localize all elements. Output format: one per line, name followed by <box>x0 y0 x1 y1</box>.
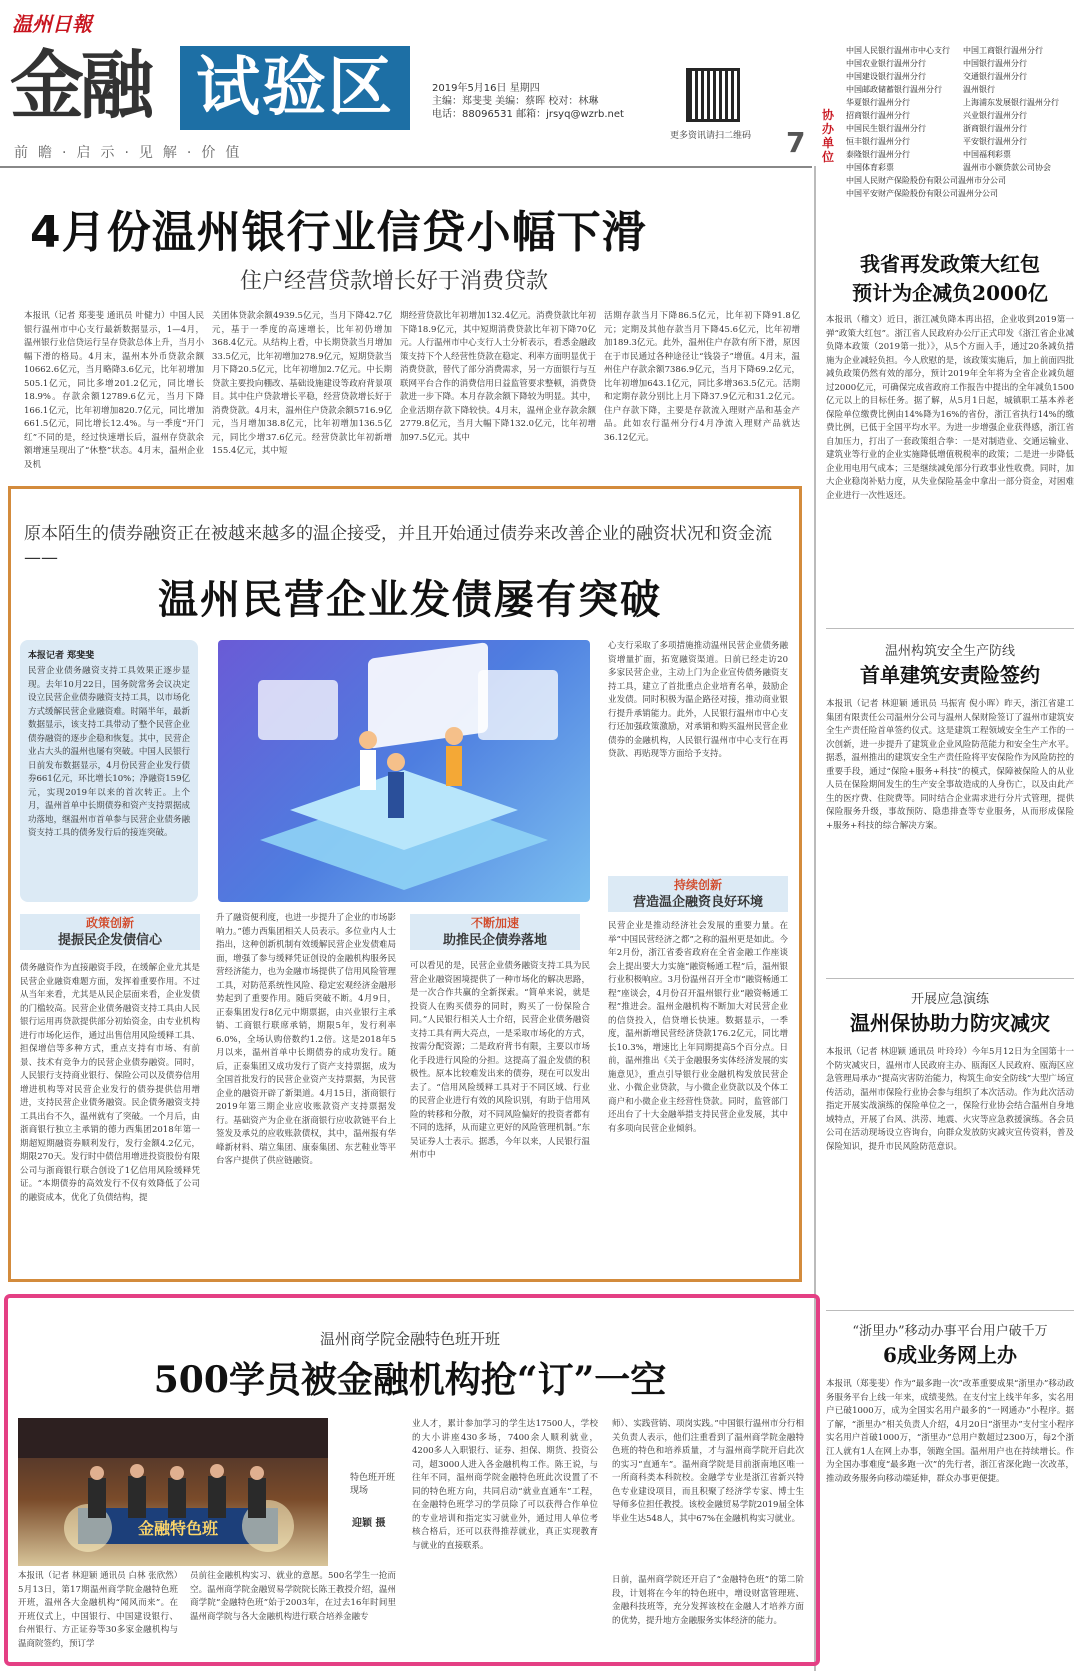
relief-body: 本报讯（稽文）近日，浙江减负降本再出招，企业收到2019第一弹“政策大红包”。浙江省人民政府办公厅正式印发《浙江省企业减负降本政策（2019第一批）》，从5个方面入手，通过20条减负措施为企业减轻负担。今人欣慰的是，该政策实施后，加上前面四批减负政策仍然有效的部分，预计2019年全年将为全省企业减负超过2000亿元，可确保完成省政府工作报告中提出的全年减负1500亿元以上的目标任务。据了解，从5月1日起，城镇职工基本养老保险单位缴费比例由14%降为16%的省份，浙江省执行14%的缴费比例，已低于全国平均水平。为进一步增强企业获得感，浙江省自加压力，打出了一套政策组合拳：一是对制造业、交通运输业、建筑业等行业的企业实施降低增值税税率的政策；二是进一步降低企业用电用气成本；三是继续减免部分行政事业性收费。同时，加大企业稳岗补贴力度，从失业保险基金中拿出一部分资金，对困难企业进行一次性返还。 <box>826 315 1074 501</box>
disaster-kicker: 开展应急演练 <box>910 992 989 1007</box>
right-divider-2 <box>826 978 1074 979</box>
label-break-top: 不断加速 <box>410 914 580 932</box>
section-slogan: 前瞻·启示·见解·价值 <box>14 145 250 161</box>
sponsor-item: 中国银行温州分行 <box>963 59 1027 68</box>
page-number: 7 <box>786 126 806 159</box>
class-col-1: 本报讯（记者 林迎颖 通讯员 白林 张欣然）5月13日，第17期温州商学院金融特色班开班，温州各大金融机构“闻风而来”。在开班仪式上，中国银行、中国建设银行、台州银行、方正证券等30多家金融机构与温商院签约，预订学 <box>18 1571 178 1649</box>
relief-headline-2: 预计为企减负2000亿 <box>852 281 1048 305</box>
sponsor-item: 温州银行 <box>963 85 995 94</box>
zheliban-headline: 6成业务网上办 <box>883 1343 1017 1367</box>
relief-headline-1: 我省再发政策大红包 <box>860 252 1040 276</box>
label-continue-bottom: 营造温企融资良好环境 <box>608 894 788 912</box>
label-policy-bottom: 提振民企发债信心 <box>20 932 200 950</box>
bond-col-d: 心支行采取了多项措施推动温州民营企业债务融资增量扩面，拓宽融资渠道。日前已经走访20多家民营企业，主动上门为企业宣传债务融资支持工具，建立了首批重点企业培育名单，鼓励企业发债。同时积极为温企路径对接，推动商业银行提升承销能力。此外，人民银行温州市中心支行还加强政策激励，对承销和购买温州民营企业债券的金融机构，人民银行温州市中心支行在再贷款、再贴现等方面给予支持。 <box>608 641 788 759</box>
sponsor-item-wide: 中国人民财产保险股份有限公司温州市分公司 <box>846 176 1006 185</box>
qr-code-icon[interactable] <box>686 68 740 122</box>
section-title-pilot-zone: 试验区 <box>180 46 410 130</box>
disaster-headline: 温州保协助力防灾减灾 <box>850 1011 1050 1035</box>
sponsor-item: 温州市小额贷款公司协会 <box>963 163 1051 172</box>
construction-headline: 首单建筑安责险签约 <box>860 663 1040 687</box>
subheadline-credit: 住户经营贷款增长好于消费贷款 <box>240 269 549 294</box>
headline-credit: 4月份温州银行业信贷小幅下滑 <box>30 207 647 258</box>
class-photo-graphic <box>18 1418 328 1566</box>
photo-caption: 特色班开班现场 <box>350 1473 396 1496</box>
headline-bond: 温州民营企业发债屡有突破 <box>158 576 662 623</box>
class-col-3: 业人才，累计参加学习的学生达17500人，学校的大小讲座430多场，7400余人顺利就业，4200多人入职银行、证券、担保、期货、投资公司，超3000人进入各金融机构工作。陈王说，与往年不同，温州商学院金融特色班此次设置了不同的特色班方向，共同启动“就业直通车”工程，在金融特色班学习的学员除了可以获得合作单位的专业培训和指定实习就业外，通过用人单位考核合格后，还可以获得推荐就业，真正实现教育与就业的直接联系。 <box>412 1419 598 1551</box>
sponsor-item: 中国民生银行温州分行 <box>846 124 926 133</box>
class-col-4: 师）、实践营销、项岗实践。”中国银行温州市分行相关负责人表示，他们注重看到了温州商学院金融特色班的特色和培养质量，才与温州商学院开启此次的实习“直通车”。温州商学院是目前浙南地区唯一一所商科类本科院校。金融学专业是浙江省新兴特色专业建设项目，而且积聚了经济学专家、博士生导师多位担任教授。该校金融贸易学院2019届全体毕业生达548人，其中67%在金融机构实习就业。 <box>612 1419 804 1524</box>
sponsor-item: 恒丰银行温州分行 <box>846 137 910 146</box>
illustration-graphic <box>218 640 590 902</box>
label-continue <box>608 876 788 912</box>
class-photo <box>18 1418 328 1566</box>
sponsor-item: 泰隆银行温州分行 <box>846 150 910 159</box>
qr-caption: 更多资讯请扫二维码 <box>670 131 752 141</box>
sponsor-item: 中国农业银行温州分行 <box>846 59 926 68</box>
issue-info <box>432 82 624 121</box>
bond-col-c: 可以看见的是，民营企业债务融资支持工具为民营企业融资困境提供了一种市场化的解决思路，是一次合作共赢的全新探索。“简单来说，就是投资人在购买债券的同时，购买了一份保险合同。”人民银行相关人士介绍，民营企业债务融资支持工具有两大亮点，一是采取市场化的方式，按需分配资源；二是政府背书有限，主要以市场化手段进行风险的分担。这提高了温企发债的积极性。原本比较难发出来的债券，现在可以发出去了。“信用风险缓释工具对于不同区域、行业的民营企业进行有效的风险识别，有助于信用风险的转移和分散，对不同风险偏好的投资者都有不同的选择，从而建立更好的风险管理机制。”东吴证券人士表示。据悉，今年以来，人民银行温州市中 <box>410 961 590 1160</box>
zheliban-body: 本报讯（郑斐斐）作为“最多跑一次”改革重要成果“浙里办”移动政务服务平台上线一年来，成绩斐然。在支付宝上线半年多，实名用户已破1000万，成为全国实名用户最多的“一网通办”小程序。据了解，“浙里办”相关负责人介绍，4月20日“浙里办”支付宝小程序实名用户首破1000万，“浙里办”总用户数超过2300万，每2个浙江人就有1人在网上办事，领跑全国。温州用户也在持续增长。作为全国办事难度“最多跑一次”的先行者，浙江省深化跑一次改革，推动政务服务向移动端延伸，群众办事更便捷。 <box>826 1379 1074 1484</box>
issue-contact: 电话：88096531 邮箱：jrsyq@wzrb.net <box>432 109 624 120</box>
label-continue-top: 持续创新 <box>608 876 788 894</box>
right-article-relief <box>826 248 1074 620</box>
class-kicker: 温州商学院金融特色班开班 <box>319 1330 500 1348</box>
sponsor-item: 招商银行温州分行 <box>846 111 910 120</box>
bond-intro-text: 民营企业债务融资支持工具效果正逐步显现。去年10月22日，国务院常务会议决定设立民营企业债券融资支持工具，以市场化方式缓解民营企业融资难。时隔半年，最新数据显示，该支持工具带动了整个民营企业债券融资的逐步企稳和恢复。其中，民营企业占大头的温州也屡有突破。中国人民银行日前发布数据显示，4月份民营企业发行债券661亿元，环比增长10%；净融资159亿元，实现2019年以来的首次转正。上个月，温州首单中长期债券和资产支持票据成功落地，继温州市首单参与民营企业债务融资支持工具的债务发行后的接连突破。 <box>28 666 190 838</box>
sponsor-item: 上海浦东发展银行温州分行 <box>963 98 1059 107</box>
disaster-body: 本报讯（记者 林迎颖 通讯员 叶玲玲）今年5月12日为全国第十一个防灾减灾日，温州市人民政府主办、瓯海区人民政府、瓯海区应急管理局承办“提高灾害防治能力，构筑生命安全防线”大型广场宣传活动，温州市保险行业协会参与组织了本次活动。作为此次活动指定开展实战演练的保险单位之一，保险行业协会结合温州自身地域特点，开展了台风、洪涝、地震、火灾等应急救援演练。各会员公司在活动现场设立咨询台，向群众发放防灾减灾宣传资料，普及保险知识，提升市民风险防范意识。 <box>826 1047 1074 1152</box>
right-article-construction <box>826 640 1074 980</box>
sponsor-item-wide: 中国平安财产保险股份有限公司温州分公司 <box>846 189 998 198</box>
zheliban-kicker: “浙里办”移动办事平台用户破千万 <box>852 1324 1048 1339</box>
photo-credit: 迎颖 摄 <box>352 1518 386 1529</box>
sponsor-item: 兴业银行温州分行 <box>963 111 1027 120</box>
issue-date: 2019年5月16日 星期四 <box>432 83 540 94</box>
masthead-divider <box>0 166 812 168</box>
sponsor-item: 中国福利彩票 <box>963 150 1011 159</box>
sponsor-item: 平安银行温州分行 <box>963 137 1027 146</box>
right-divider-3 <box>826 1310 1074 1311</box>
sponsor-item: 中国邮政储蓄银行温州分行 <box>846 85 942 94</box>
sponsor-list <box>846 44 1076 200</box>
sponsor-item: 浙商银行温州分行 <box>963 124 1027 133</box>
issue-editors: 主编：郑斐斐 美编：蔡晖 校对：林琳 <box>432 96 599 107</box>
photo-banner-text: 金融特色班 <box>137 1519 218 1538</box>
right-article-disaster <box>826 988 1074 1282</box>
finance-illustration <box>218 640 590 902</box>
sponsor-item: 中国建设银行温州分行 <box>846 72 926 81</box>
section-title-finance: 金融 <box>10 43 150 129</box>
label-breakthrough <box>410 914 580 950</box>
construction-kicker: 温州构筑安全生产防线 <box>884 644 1015 659</box>
article-credit-col-4: 活期存款当月下降86.5亿元，比年初下降91.8亿元；定期及其他存款当月下降45.6亿元，比年初增加189.3亿元。此外，温州住户存款有所下滑，原因在于市民通过各种途径让“钱袋子”增值。4月末，温州住户存款余额7386.9亿元，当月下降69.2亿元，比年初增加643.1亿元，同比多增363.5亿元。活期和定期存款分别比上月下降37.9亿元和31.2亿元。住户存款下降，主要是存款流入理财产品和基金产品。此如农行温州分行4月净流入理财产品就达36.12亿元。 <box>604 311 800 443</box>
construction-body: 本报讯（记者 林迎颖 通讯员 马振宵 倪小晖）昨天，浙江省建工集团有限责任公司温州分公司与温州人保财险签订了温州市建筑安全生产责任险首单签约仪式。这是建筑工程领域安全生产工作的一次创新，进一步提升了建筑业企业风险防范能力和安全生产水平。据悉，温州推出的建筑安全生产责任险将平安保险作为风险防控的重要手段，通过“保险+服务+科技”的模式，保障被保险人的从业人员在保险期间发生的生产安全事故造成的人身伤亡，以及由此产生的医疗费、住院费等。同时结合企业需求进行分片式管理，提供保险服务升级，事故预防、隐患排查等专业服务，从而形成保险+服务+科技的综合解决方案。 <box>826 699 1074 831</box>
bond-col-e: 民营企业是推动经济社会发展的重要力量。在举“中国民营经济之都”之称的温州更是如此。今年2月份，浙江省委省政府在全省金融工作座谈会上提出要大力实施“融资畅通工程”后，温州银行业积极响应。3月份温州召开全市“融资畅通工程”座谈会，4月份召开温州银行业“融资畅通工程”推进会。温州金融机构不断加大对民营企业的信贷投入，信贷增长快速。数据显示，一季度，温州新增民营经济贷款176.2亿元，同比增长10.3%，增速比上年同期提高5个百分点。日前，温州推出《关于金融服务实体经济发展的实施意见》，重点引导银行业金融机构发放民营企业、小微企业贷款，与小微企业贷款以及个体工商户和小微企业主经营性贷款。同时，监管部门还出台了十大金融举措支持民营企业发展，其中有多项向民营企业倾斜。 <box>608 921 788 1134</box>
article-credit-col-2: 关团体贷款余额4939.5亿元，当月下降42.7亿元，基于一季度的高速增长，比年初仍增加368.4亿元。从结构上看，中长期贷款当月增加33.5亿元，比年初增加278.9亿元，短期贷款当月下降20.5亿元，比年初增加2.7亿元。中长期贷款主要投向棚改、基础设施建设等政府背景项目。其中住户贷款增长平稳，经营贷款增长好于消费贷款。4月末，温州住户贷款余额5716.9亿元，当月增加38.8亿元，比年初增加136.5亿元，同比少增37.6亿元。经营贷款比年初新增155.4亿元，其中短 <box>212 311 392 456</box>
bond-col-a: 债务融资作为直接融资手段，在缓解企业尤其是民营企业融资难题方面，发挥着重要作用。不过从当年来看，尤其是从民企层面来看，企业发债的门槛较高。民营企业债务融资支持工具由人民银行运用再贷款提供部分初始资金，由专业机构进行市场化运作，通过出售信用风险缓释工具、担保增信等多种方式，重点支持有市场、有前景、技术有竞争力的民营企业债券融资。同时，人民银行支持商业银行、保险公司以及债券信用增进机构等对民营企业发行的债券提供信用增进，支持民营企业债务融资。民企债务融资支持工具出台不久，温州就有了突破。一个月后，由浙商银行独立主承销的德力西集团2018年第一期超短期融资券顺利发行，发行金额4.2亿元，期限270天。发行时中债信用增进投资股份有限公司与浙商银行联合创设了1亿信用风险缓释凭证。“本期债券的高效发行不仅有效降低了公司的融资成本，优化了负债结构，提 <box>20 963 200 1203</box>
bond-byline: 本报记者 郑斐斐 <box>28 651 95 661</box>
sponsor-item: 中国体育彩票 <box>846 163 894 172</box>
label-break-bottom: 助推民企债券落地 <box>410 932 580 950</box>
bond-col-b: 升了融资便利度，也进一步提升了企业的市场影响力。”德力西集团相关人员表示。多位业内人士指出，这种创新机制有效缓解民营企业发债难局面，增强了参与缓释凭证创设的金融机构服务民营经济能力，也为金融市场提供了信用风险管理工具，对防范系统性风险、稳定宏观经济金融形势起到了重要作用。随后突破不断。4月9日，正泰集团发行8亿元中期票据，由兴业银行主承销、工商银行联席承销，期限5年，发行利率6.0%，全场认购倍数约1.2倍。这是2018年5月以来，温州首单中长期债券的成功发行。随后，正泰集团又成功发行了资产支持票据，成为全国首批发行的民营企业资产支持票据，为民营企业的融资开辟了新渠道。4月15日，浙商银行2019年第三期企业应收账款资产支持票据发行。基础资产为企业在浙商银行应收款链平台上签发及承兑的应收账款债权，其中，温州报有华峰新材料、瑞立集团、康泰集团、东艺鞋业等平台客户提供了供应链融资。 <box>216 913 396 1166</box>
sponsor-item: 交通银行温州分行 <box>963 72 1027 81</box>
paper-logo: 温州日報 <box>12 12 92 36</box>
bond-intro-box <box>20 640 198 902</box>
article-credit-col-3: 期经营贷款比年初增加132.4亿元。消费贷款比年初下降18.9亿元，其中短期消费贷款比年初下降70亿元。人行温州市中心支行人士分析表示，看悉金融政策支持下个人经营性贷款在稳定、利率方面明显优于消费贷款，替代了部分消费需求，另一方面银行与互联网平台合作的消费信用日益监管要求整顿，消费贷款进一步下降。本月存款余额下降较为明显。其中，企业活期存款下降较快。4月末，温州企业存款余额2779.8亿元，当月大幅下降132.0亿元，比年初增加97.5亿元。其中 <box>400 311 596 443</box>
bond-lead: 原本陌生的债券融资正在被越来越多的温企接受，并且开始通过债券来改善企业的融资状况和资金流—— <box>24 524 772 568</box>
label-policy <box>20 914 200 950</box>
co-organizer-label: 协办单位 <box>822 108 835 164</box>
headline-class: 500学员被金融机构抢“订”一空 <box>153 1359 667 1401</box>
class-col-5: 日前，温州商学院还开启了“金融特色班”的第二阶段，计划将在今年的特色班中，增设财富管理班、金融科技班等，充分发挥该校在金融人才培养方面的优势，提升地方金融服务实体经济的能力。 <box>612 1575 804 1626</box>
right-article-zheliban <box>826 1320 1074 1664</box>
sponsor-item: 中国人民银行温州市中心支行 <box>846 46 950 55</box>
sponsor-item: 华夏银行温州分行 <box>846 98 910 107</box>
sponsor-item: 中国工商银行温州分行 <box>963 46 1043 55</box>
class-col-2: 员前往金融机构实习、就业的意愿。500名学生一抢而空。温州商学院金融贸易学院院长陈王教授介绍，温州商学院“金融特色班”始于2003年，在过去16年时间里温州商学院与各大金融机构进行联合培养金融专 <box>190 1571 396 1622</box>
article-credit-col-1: 本报讯（记者 郑斐斐 通讯员 叶健力）中国人民银行温州市中心支行最新数据显示，1—4月，温州银行业信贷运行呈存贷款总体上升，当月小幅下滑的格局。4月末，温州本外币贷款余额10662.6亿元，当月略降3.6亿元，比年初增加505.1亿元，同比多增201.2亿元，同比增长18.9%。存款余额12789.6亿元，当月下降166.1亿元，比年初增加820.7亿元，同比增加661.5亿元，同比增长12.4%。与一季度“开门红”不同的是，经过快速增长后，温州存贷款余额增速呈现出了“休整”状态。4月末，温州企业及机 <box>24 311 204 470</box>
right-divider-1 <box>826 628 1074 629</box>
label-policy-top: 政策创新 <box>20 914 200 932</box>
